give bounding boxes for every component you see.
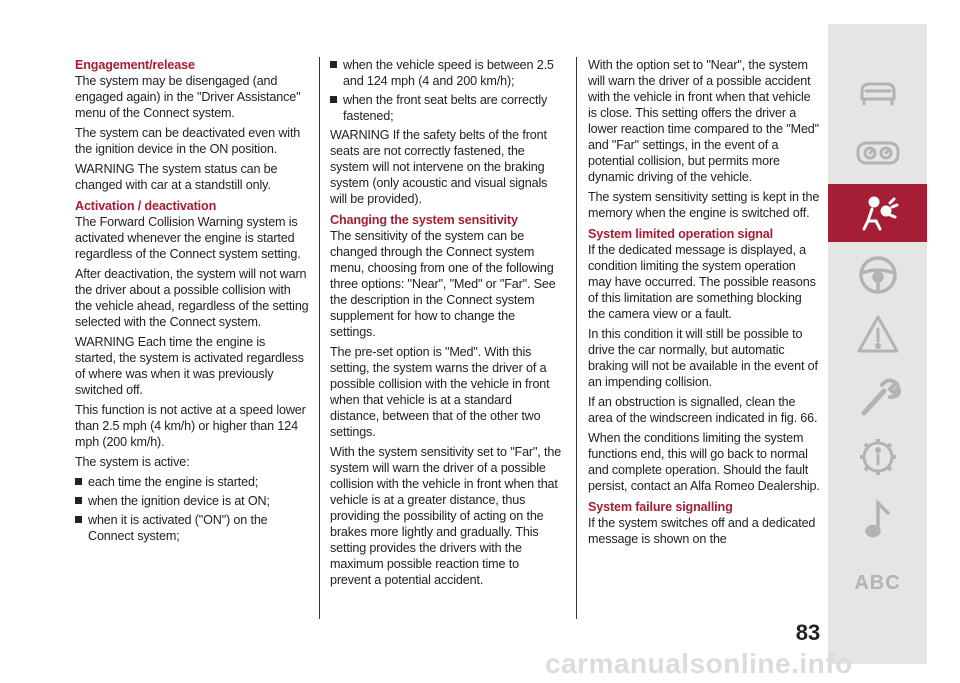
text-column-3 — [588, 57, 820, 551]
text-column-2 — [330, 57, 563, 592]
paragraph: With the system sensitivity set to "Far", the system will warn the driver of a possible collision with the vehicle in front when that vehicle is at a greater distance, thus providing the possibility of acting on the brakes more lightly and gradually. This setting provides the drivers with the maximum possible reaction time to prevent a potential accident. — [330, 445, 562, 587]
heading-failure-signalling: System failure signalling — [588, 500, 733, 514]
paragraph: When the conditions limiting the system functions end, this will go back to normal and complete operation. Should the fault persist, contact an Alfa Romeo Dealership. — [588, 431, 820, 493]
paragraph: After deactivation, the system will not warn the driver about a possible collision with the vehicle ahead, regardless of the setting selected with the Connect system. — [75, 267, 309, 329]
wrench-icon[interactable] — [828, 368, 927, 426]
abc-label: ABC — [854, 571, 901, 594]
paragraph: WARNING The system status can be changed with car at a standstill only. — [75, 162, 278, 192]
chapter-sidebar — [828, 24, 927, 664]
paragraph: The sensitivity of the system can be changed through the Connect system menu, choosing from one of the following three options: "Near", "Med" or "Far". See the description in the Connect system supplement for how to change the settings. — [330, 229, 556, 339]
paragraph: The system sensitivity setting is kept in the memory when the engine is switched off. — [588, 190, 820, 220]
column-divider — [319, 57, 320, 619]
list-item: when the front seat belts are correctly fastened; — [330, 92, 563, 124]
paragraph: The system is active: — [75, 455, 190, 469]
list-item: each time the engine is started; — [75, 474, 309, 490]
paragraph: If an obstruction is signalled, clean the area of the windscreen indicated in fig. 66. — [588, 395, 818, 425]
paragraph: In this condition it will still be possible to drive the car normally, but automatic braking will not be available in the event of an impending collision. — [588, 327, 818, 389]
bullet-list — [75, 474, 309, 544]
list-item: when the ignition device is at ON; — [75, 493, 309, 509]
paragraph: If the system switches off and a dedicated message is shown on the — [588, 516, 816, 546]
page-number: 83 — [795, 620, 821, 645]
column-divider — [576, 57, 577, 619]
index-abc-icon[interactable] — [828, 554, 927, 612]
gear-info-icon[interactable] — [828, 428, 927, 486]
paragraph: The pre-set option is "Med". With this setting, the system warns the driver of a possible collision with the vehicle in front when that vehicle is at a standard distance, between that of the other two settings. — [330, 345, 550, 439]
paragraph: With the option set to "Near", the system will warn the driver of a possible accident with the vehicle in front when that vehicle is close. This setting offers the driver a lower reaction time compared to the "Med" and "Far" settings, in the event of a potential collision, but permits more dynamic driving of the vehicle. — [588, 58, 819, 184]
list-item: when the vehicle speed is between 2.5 and 124 mph (4 and 200 km/h); — [330, 57, 563, 89]
bullet-list — [330, 57, 563, 124]
watermark: carmanualsonline.info — [545, 648, 853, 679]
dashboard-gauges-icon[interactable] — [828, 124, 927, 182]
heading-limited-operation: System limited operation signal — [588, 227, 774, 241]
heading-sensitivity: Changing the system sensitivity — [330, 213, 518, 227]
paragraph: This function is not active at a speed lower than 2.5 mph (4 km/h) or higher than 124 mph (200 km/h). — [75, 403, 306, 449]
text-column-1 — [75, 57, 309, 547]
music-note-icon[interactable] — [828, 490, 927, 548]
airbag-safety-icon[interactable] — [828, 184, 927, 242]
paragraph: The system may be disengaged (and engaged again) in the "Driver Assistance" menu of the Connect system. — [75, 74, 301, 120]
paragraph: The system can be deactivated even with the ignition device in the ON position. — [75, 126, 301, 156]
warning-triangle-icon[interactable] — [828, 306, 927, 364]
paragraph: WARNING Each time the engine is started, the system is activated regardless of where was when it was previously switched off. — [75, 335, 304, 397]
list-item: when it is activated ("ON") on the Connect system; — [75, 512, 309, 544]
heading-activation: Activation / deactivation — [75, 199, 217, 213]
heading-engagement: Engagement/release — [75, 58, 195, 72]
paragraph: If the dedicated message is displayed, a condition limiting the system operation may have occurred. The possible reasons of this limitation are something blocking the camera view or a fault. — [588, 243, 816, 321]
paragraph: The Forward Collision Warning system is activated whenever the engine is started regardless of the Connect system setting. — [75, 215, 301, 261]
paragraph: WARNING If the safety belts of the front seats are not correctly fastened, the system will not intervene on the braking system (only acoustic and visual signals will be provided). — [330, 128, 548, 206]
car-icon[interactable] — [828, 64, 927, 122]
steering-wheel-icon[interactable] — [828, 246, 927, 304]
